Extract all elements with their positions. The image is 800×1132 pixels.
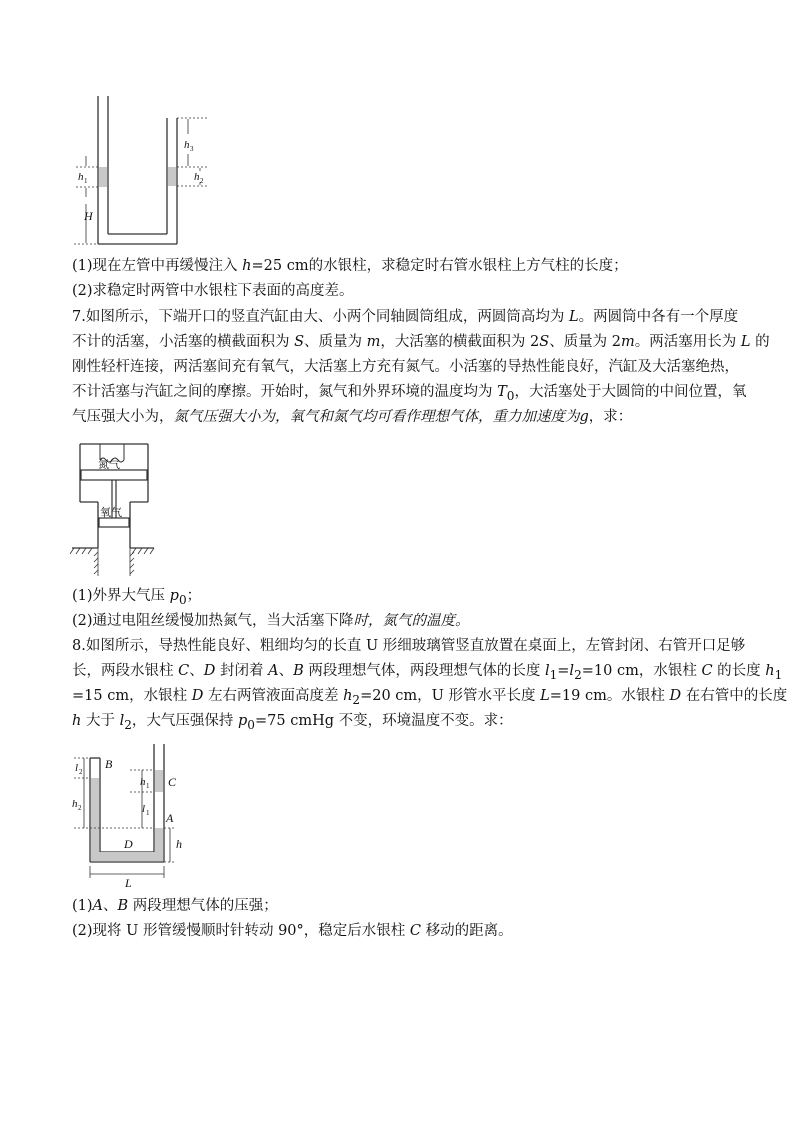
label-l2: l xyxy=(75,762,79,774)
text: 、 xyxy=(278,663,294,679)
text: =25 cm的水银柱，求稳定时右管水银柱上方气柱的长度； xyxy=(251,258,628,274)
subscript: 0 xyxy=(247,717,255,732)
cylinder-figure xyxy=(70,438,160,578)
q7-line-5 xyxy=(72,407,732,427)
u-tube-figure-1 xyxy=(70,92,230,252)
var: A xyxy=(268,663,279,679)
text: 不计的活塞，小活塞的横截面积为 xyxy=(72,334,295,350)
text: =75 cmHg 不变，环境温度不变。求： xyxy=(254,713,513,729)
text: (1)现在左管中再缓慢注入 xyxy=(72,258,243,274)
q8-line-1: 8.如图所示，导热性能良好、粗细均匀的长直 U 形细玻璃管竖直放置在桌面上，左管封闭、右管开口足够 xyxy=(72,638,746,654)
text: =20 cm，U 形管水平长度 xyxy=(360,688,541,704)
text: 、质量为 xyxy=(304,334,367,350)
label-h1-sub: 1 xyxy=(84,177,88,185)
var: l xyxy=(119,713,125,729)
text: (2)通过电阻丝缓慢加热氮气，当大活塞下降 xyxy=(72,613,354,629)
var: L xyxy=(540,688,550,704)
var: p xyxy=(238,713,248,729)
q8-line-2 xyxy=(72,661,783,685)
label-oxygen: 氧气 xyxy=(100,507,122,519)
var: B xyxy=(293,663,304,679)
text: 7.如图所示，下端开口的竖直汽缸由大、小两个同轴圆筒组成，两圆筒高均为 xyxy=(72,309,569,325)
label-l2-sub: 2 xyxy=(79,768,83,776)
italic-text: 氮气压强大小为，氧气和氮气均可看作理想气体，重力加速度为g xyxy=(173,409,589,425)
q7-line-4 xyxy=(72,382,747,406)
var: S xyxy=(294,334,305,350)
var-h: h xyxy=(242,258,252,274)
text: =15 cm，水银柱 xyxy=(72,688,192,704)
subscript: 2 xyxy=(574,667,582,682)
var: L xyxy=(740,334,751,350)
q8-part-1 xyxy=(72,896,732,916)
text: ，求： xyxy=(588,409,633,425)
text: (1) xyxy=(72,898,93,914)
subscript: 1 xyxy=(774,667,783,682)
text: 在右管中的长度 xyxy=(681,688,788,704)
subscript: 1 xyxy=(549,667,558,682)
q8-part-2 xyxy=(72,921,732,941)
text: 的长度 xyxy=(712,663,766,679)
label-h: h xyxy=(176,837,182,851)
var: m xyxy=(366,334,381,350)
var: p xyxy=(169,588,179,604)
label-B: B xyxy=(105,757,113,771)
text: 两段理想气体，两段理想气体的长度 xyxy=(303,663,545,679)
text: 左右两管液面高度差 xyxy=(203,688,344,704)
text: (1)外界大气压 xyxy=(72,588,170,604)
var: D xyxy=(203,663,216,679)
label-h2-sub: 2 xyxy=(78,804,82,812)
text: ，大气压强保持 xyxy=(131,713,238,729)
var: m xyxy=(621,334,635,350)
q6-part-2: (2)求稳定时两管中水银柱下表面的高度差。 xyxy=(72,283,354,299)
u-tube-figure-2 xyxy=(70,742,210,892)
var: l xyxy=(569,663,575,679)
subscript: 2 xyxy=(352,692,361,707)
text: 、 xyxy=(189,663,204,679)
q7-line-3: 刚性轻杆连接，两活塞间充有氧气，大活塞上方充有氮气。小活塞的导热性能良好，汽缸及大活塞绝热， xyxy=(72,359,739,375)
label-D: D xyxy=(124,837,133,851)
label-h2: h xyxy=(72,798,78,810)
q7-line-1 xyxy=(72,307,739,327)
subscript: 0 xyxy=(506,388,515,403)
text: 气压强大小为， xyxy=(72,409,174,425)
label-H: H xyxy=(84,209,93,223)
label-h2: h xyxy=(194,171,200,183)
var: C xyxy=(178,663,190,679)
label-h3-sub: 3 xyxy=(190,145,194,153)
text: ； xyxy=(186,588,202,604)
q7-line-2 xyxy=(72,332,770,352)
text: 长，两段水银柱 xyxy=(72,663,179,679)
q7-part-1 xyxy=(72,586,732,610)
q8-line-4 xyxy=(72,711,732,735)
var: T xyxy=(497,384,507,400)
var: h xyxy=(343,688,353,704)
label-h1-sub: 1 xyxy=(146,782,150,790)
subscript: 0 xyxy=(178,592,187,607)
text: 。两圆筒中各有一个厚度 xyxy=(578,309,739,325)
label-L: L xyxy=(125,876,132,890)
var: C xyxy=(701,663,713,679)
var: B xyxy=(117,898,129,914)
italic-text: 时，氮气的温度。 xyxy=(353,613,470,629)
var: h xyxy=(765,663,775,679)
label-h2-sub: 2 xyxy=(200,177,204,185)
text: 两段理想气体的压强； xyxy=(128,898,278,914)
text: 不计活塞与汽缸之间的摩擦。开始时，氮气和外界环境的温度均为 xyxy=(72,384,498,400)
text: (2)现将 U 形管缓慢顺时针转动 90°，稳定后水银柱 xyxy=(72,923,410,939)
text: = xyxy=(557,663,570,679)
q6-part-1 xyxy=(72,256,732,276)
var: A xyxy=(92,898,104,914)
var: L xyxy=(568,309,579,325)
text: 大于 xyxy=(81,713,120,729)
var: l xyxy=(544,663,550,679)
subscript: 2 xyxy=(124,717,132,732)
text: 、质量为 2 xyxy=(549,334,622,350)
text: ，大活塞处于大圆筒的中间位置，氧 xyxy=(514,384,747,400)
text: 封闭着 xyxy=(215,663,269,679)
var: S xyxy=(539,334,550,350)
text: 移动的距离。 xyxy=(421,923,513,939)
label-l1-sub: 1 xyxy=(146,809,150,817)
var: D xyxy=(191,688,204,704)
label-l1: l xyxy=(142,803,146,815)
text: 的 xyxy=(750,334,770,350)
var: D xyxy=(669,688,682,704)
q8-line-3 xyxy=(72,686,788,710)
text: ，大活塞的横截面积为 2 xyxy=(380,334,540,350)
label-h1: h xyxy=(78,171,84,183)
label-h3: h xyxy=(184,139,190,151)
label-C: C xyxy=(168,775,177,789)
text: 。两活塞用长为 xyxy=(634,334,741,350)
text: =19 cm。水银柱 xyxy=(549,688,670,704)
var: h xyxy=(72,713,82,729)
label-A: A xyxy=(166,811,174,825)
text: 、 xyxy=(103,898,118,914)
var: C xyxy=(409,923,422,939)
text: =10 cm，水银柱 xyxy=(581,663,702,679)
q7-part-2 xyxy=(72,611,732,631)
label-h1: h xyxy=(140,776,146,788)
label-nitrogen: 氮气 xyxy=(98,459,120,471)
